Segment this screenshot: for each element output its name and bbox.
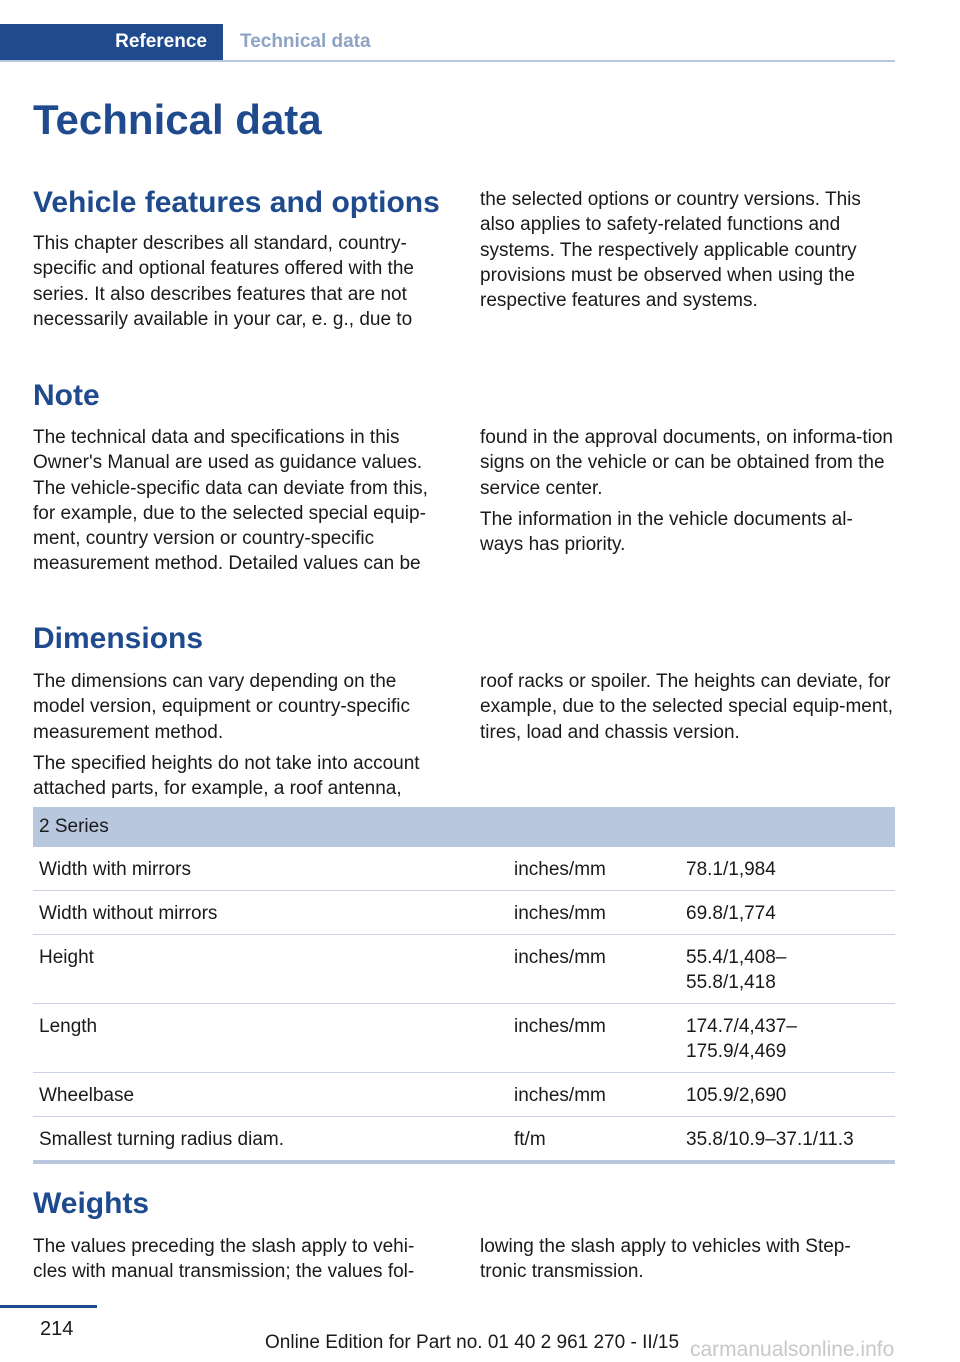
paragraph: The technical data and specifications in this Owner's Manual are used as guidance values. The vehicle-specific data can deviate from this, for example, due to the selected special equip-ment, country version or country-specific measurement method. Detailed values can be bbox=[33, 427, 428, 575]
row-label: Smallest turning radius diam. bbox=[39, 1129, 284, 1150]
paragraph: The dimensions can vary depending on the model version, equipment or country-specific measurement method. bbox=[33, 671, 411, 743]
row-value: 105.9/2,690 bbox=[686, 1085, 787, 1106]
note-right-column bbox=[480, 425, 893, 563]
row-value: 55.4/1,408– 55.8/1,418 bbox=[686, 947, 787, 993]
row-value: 78.1/1,984 bbox=[686, 859, 776, 880]
watermark: carmanualsonline.info bbox=[690, 1338, 895, 1361]
row-unit: inches/mm bbox=[514, 859, 606, 880]
table-header: 2 Series bbox=[33, 807, 895, 847]
row-label: Length bbox=[39, 1016, 98, 1037]
page-title: Technical data bbox=[33, 96, 322, 143]
weights-right-column bbox=[480, 1234, 893, 1291]
row-unit: ft/m bbox=[514, 1129, 546, 1150]
row-value: 174.7/4,437– 175.9/4,469 bbox=[686, 1016, 797, 1062]
page-number: 214 bbox=[40, 1318, 74, 1340]
heading-vehicle-features: Vehicle features and options bbox=[33, 186, 440, 219]
dimensions-table bbox=[33, 807, 895, 1164]
table-row bbox=[33, 1073, 895, 1117]
note-left-column bbox=[33, 425, 446, 583]
heading-weights: Weights bbox=[33, 1187, 150, 1220]
dimensions-left-column bbox=[33, 669, 446, 807]
row-unit: inches/mm bbox=[514, 1016, 606, 1037]
heading-dimensions: Dimensions bbox=[33, 622, 204, 655]
row-value: 35.8/10.9–37.1/11.3 bbox=[686, 1129, 854, 1150]
tab-technical-data[interactable]: Technical data bbox=[240, 31, 371, 52]
paragraph: The information in the vehicle documents al-ways has priority. bbox=[480, 508, 853, 556]
weights-left-column bbox=[33, 1234, 446, 1291]
tab-reference[interactable]: Reference bbox=[0, 24, 223, 60]
row-label: Wheelbase bbox=[39, 1085, 135, 1106]
table-row bbox=[33, 1004, 895, 1073]
paragraph: The values preceding the slash apply to vehi-cles with manual transmission; the values fol- bbox=[33, 1236, 415, 1283]
table-row bbox=[33, 935, 895, 1004]
row-unit: inches/mm bbox=[514, 903, 606, 924]
paragraph: lowing the slash apply to vehicles with Step-tronic transmission. bbox=[480, 1236, 851, 1283]
paragraph: roof racks or spoiler. The heights can deviate, for example, due to the selected special equip-ment, tires, load and chassis version. bbox=[480, 671, 893, 743]
header-rule bbox=[0, 60, 895, 62]
row-label: Width with mirrors bbox=[39, 859, 192, 880]
row-unit: inches/mm bbox=[514, 947, 606, 968]
header-bar bbox=[0, 24, 895, 62]
paragraph: The specified heights do not take into account attached parts, for example, a roof antenna, bbox=[33, 752, 420, 800]
row-label: Height bbox=[39, 947, 94, 968]
table-row bbox=[33, 891, 895, 935]
table-row bbox=[33, 847, 895, 891]
vehicle-left-column bbox=[33, 231, 446, 338]
vehicle-right-column bbox=[480, 187, 893, 319]
edition-text: Online Edition for Part no. 01 40 2 961 270 - II/15 bbox=[265, 1332, 680, 1353]
paragraph: This chapter describes all standard, country-specific and optional features offered with the series. It also describes features that are not necessarily available in your car, e. g., due to bbox=[33, 233, 414, 330]
dimensions-right-column bbox=[480, 669, 893, 751]
footer-rule bbox=[0, 1305, 97, 1308]
row-unit: inches/mm bbox=[514, 1085, 606, 1106]
paragraph: found in the approval documents, on informa-tion signs on the vehicle or can be obtained from the service center. bbox=[480, 427, 893, 499]
row-label: Width without mirrors bbox=[39, 903, 218, 924]
heading-note: Note bbox=[33, 379, 100, 412]
paragraph: the selected options or country versions. This also applies to safety-related functions and systems. The respectively applicable country provisions must be observed when using the respective features and systems. bbox=[480, 189, 861, 312]
row-value: 69.8/1,774 bbox=[686, 903, 776, 924]
table-row bbox=[33, 1117, 895, 1164]
